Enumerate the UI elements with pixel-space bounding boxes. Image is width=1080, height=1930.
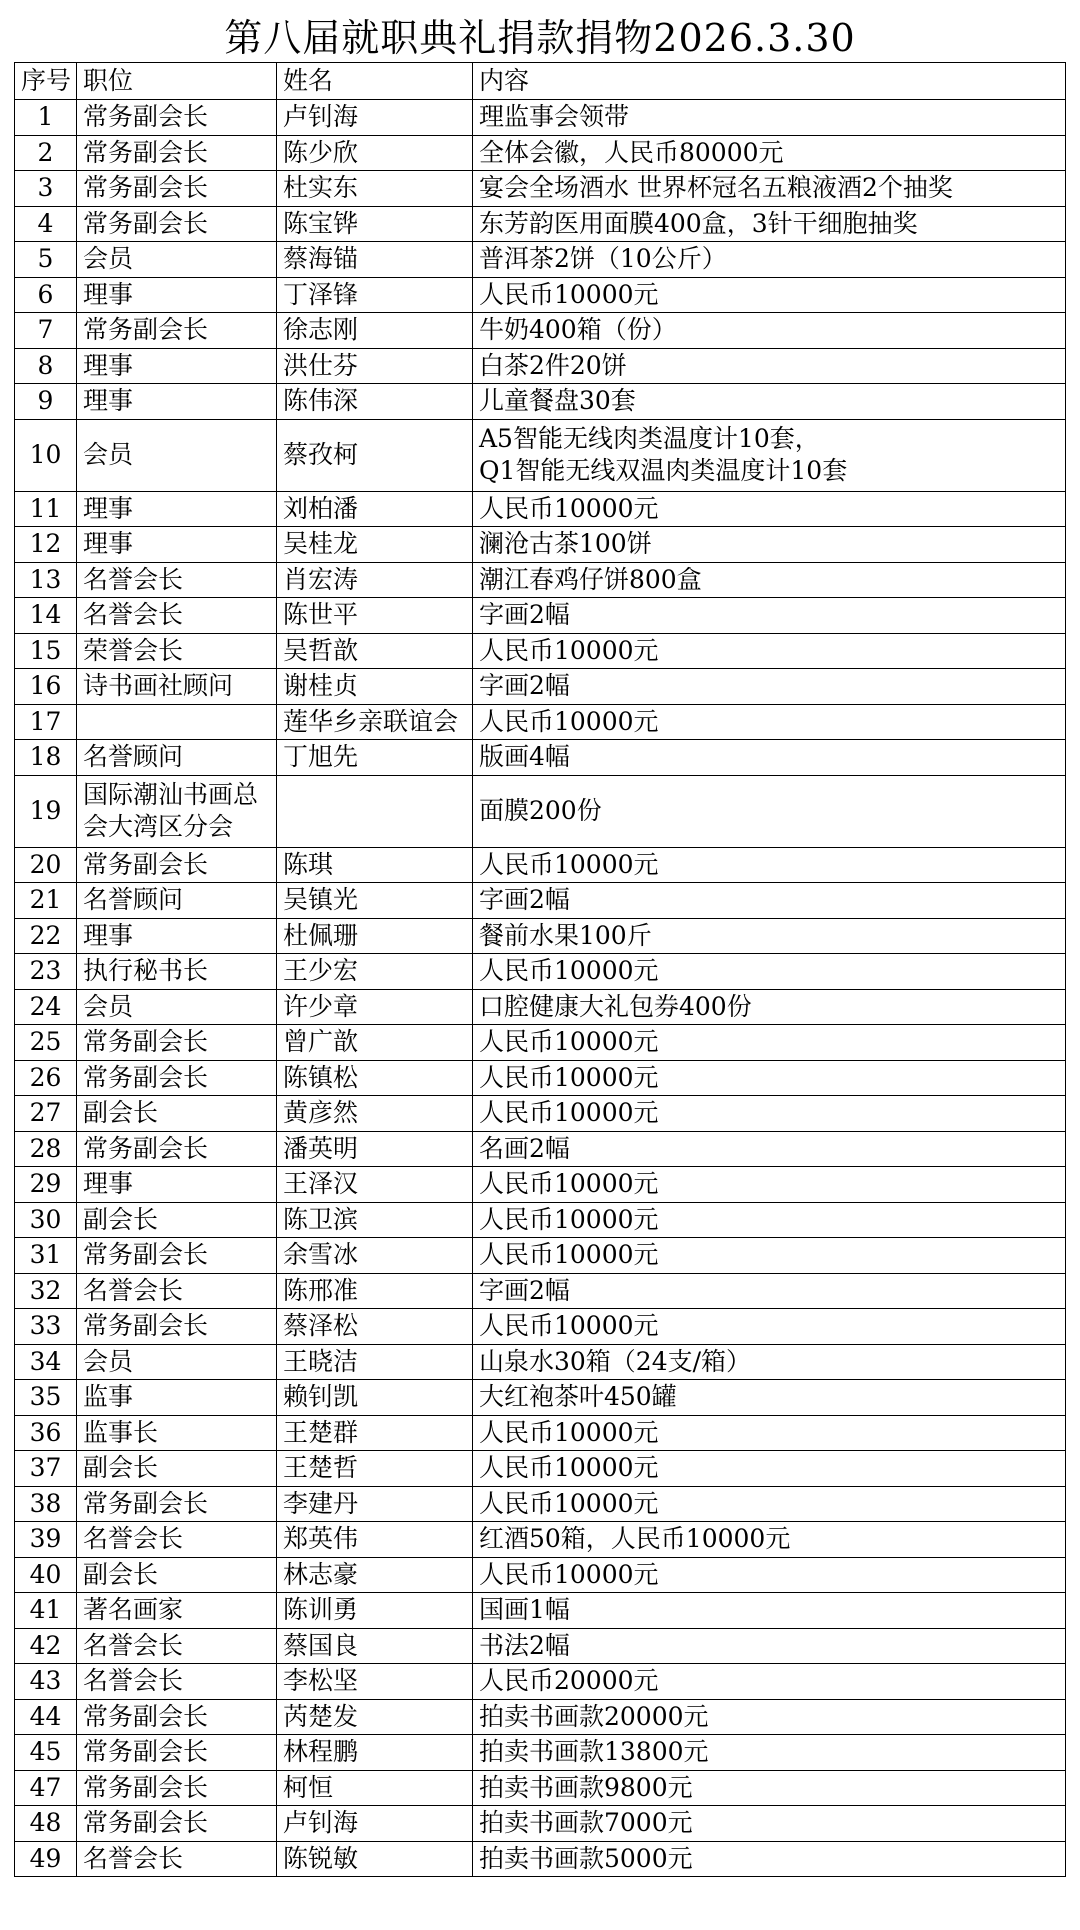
header-row	[15, 63, 1066, 100]
row-number: 23	[15, 954, 77, 990]
row-number: 1	[15, 100, 77, 136]
row-number: 7	[15, 313, 77, 349]
table-row	[15, 1770, 1066, 1806]
row-name: 林程鹏	[277, 1735, 473, 1771]
table-row	[15, 1841, 1066, 1877]
row-content: 人民币10000元	[473, 1060, 1066, 1096]
row-name: 赖钊凯	[277, 1380, 473, 1416]
row-content: 人民币10000元	[473, 1486, 1066, 1522]
row-name: 陈卫滨	[277, 1202, 473, 1238]
table-row	[15, 313, 1066, 349]
row-content: 人民币10000元	[473, 1167, 1066, 1203]
row-position: 常务副会长	[77, 1699, 277, 1735]
row-name: 陈宝铧	[277, 206, 473, 242]
row-content: 大红袍茶叶450罐	[473, 1380, 1066, 1416]
row-content: 人民币10000元	[473, 704, 1066, 740]
row-name: 潘英明	[277, 1131, 473, 1167]
row-number: 42	[15, 1628, 77, 1664]
row-position: 常务副会长	[77, 1770, 277, 1806]
row-name: 陈少欣	[277, 135, 473, 171]
row-position: 副会长	[77, 1202, 277, 1238]
row-content: 字画2幅	[473, 669, 1066, 705]
row-name: 刘柏潘	[277, 491, 473, 527]
row-name: 蔡海锚	[277, 242, 473, 278]
table-row	[15, 918, 1066, 954]
row-position: 会员	[77, 1344, 277, 1380]
table-row	[15, 989, 1066, 1025]
row-content: 人民币10000元	[473, 1202, 1066, 1238]
row-number: 24	[15, 989, 77, 1025]
row-position: 常务副会长	[77, 1735, 277, 1771]
row-number: 37	[15, 1451, 77, 1487]
row-position: 诗书画社顾问	[77, 669, 277, 705]
row-position: 副会长	[77, 1096, 277, 1132]
row-content	[473, 419, 1066, 491]
table-row	[15, 1380, 1066, 1416]
content-line: Q1智能无线双温肉类温度计10套	[479, 456, 848, 485]
table-row	[15, 1060, 1066, 1096]
row-number: 14	[15, 598, 77, 634]
row-name	[277, 775, 473, 847]
row-number: 30	[15, 1202, 77, 1238]
table-row	[15, 1273, 1066, 1309]
table-row	[15, 598, 1066, 634]
row-name: 王楚哲	[277, 1451, 473, 1487]
row-name: 李建丹	[277, 1486, 473, 1522]
row-number: 27	[15, 1096, 77, 1132]
row-position: 常务副会长	[77, 847, 277, 883]
row-name: 林志豪	[277, 1557, 473, 1593]
row-number: 8	[15, 348, 77, 384]
row-position: 理事	[77, 277, 277, 313]
table-row	[15, 1167, 1066, 1203]
row-position: 名誉会长	[77, 1628, 277, 1664]
row-name: 许少章	[277, 989, 473, 1025]
row-position: 监事	[77, 1380, 277, 1416]
donation-table	[14, 62, 1066, 1877]
table-row	[15, 1486, 1066, 1522]
row-position: 著名画家	[77, 1593, 277, 1629]
table-row	[15, 883, 1066, 919]
row-position: 理事	[77, 384, 277, 420]
row-name: 王晓洁	[277, 1344, 473, 1380]
table-row	[15, 491, 1066, 527]
row-position: 会员	[77, 242, 277, 278]
row-number: 9	[15, 384, 77, 420]
row-number: 19	[15, 775, 77, 847]
row-name: 王楚群	[277, 1415, 473, 1451]
row-number: 2	[15, 135, 77, 171]
table-row	[15, 419, 1066, 491]
row-position: 名誉顾问	[77, 883, 277, 919]
row-name: 陈训勇	[277, 1593, 473, 1629]
row-number: 18	[15, 740, 77, 776]
row-name: 柯恒	[277, 1770, 473, 1806]
row-content: 人民币10000元	[473, 1309, 1066, 1345]
header-name: 姓名	[277, 63, 473, 100]
row-position: 常务副会长	[77, 135, 277, 171]
row-number: 12	[15, 527, 77, 563]
row-content: 字画2幅	[473, 598, 1066, 634]
row-content: 潮江春鸡仔饼800盒	[473, 562, 1066, 598]
page-title: 第八届就职典礼捐款捐物2026.3.30	[224, 16, 856, 60]
row-number: 35	[15, 1380, 77, 1416]
row-content: 人民币10000元	[473, 633, 1066, 669]
row-content: 拍卖书画款9800元	[473, 1770, 1066, 1806]
row-content: 人民币10000元	[473, 1096, 1066, 1132]
row-name: 陈世平	[277, 598, 473, 634]
row-position: 常务副会长	[77, 206, 277, 242]
row-content: 人民币10000元	[473, 1415, 1066, 1451]
row-number: 47	[15, 1770, 77, 1806]
row-position: 常务副会长	[77, 1025, 277, 1061]
row-content: 东芳韵医用面膜400盒，3针干细胞抽奖	[473, 206, 1066, 242]
row-content: 拍卖书画款7000元	[473, 1806, 1066, 1842]
row-position: 副会长	[77, 1451, 277, 1487]
table-row	[15, 633, 1066, 669]
row-content: 人民币10000元	[473, 1238, 1066, 1274]
row-number: 43	[15, 1664, 77, 1700]
row-name: 徐志刚	[277, 313, 473, 349]
row-content: 人民币10000元	[473, 1025, 1066, 1061]
table-row	[15, 348, 1066, 384]
row-position: 常务副会长	[77, 1806, 277, 1842]
row-content: 人民币10000元	[473, 1451, 1066, 1487]
table-row	[15, 1131, 1066, 1167]
row-position: 常务副会长	[77, 1060, 277, 1096]
row-number: 10	[15, 419, 77, 491]
table-row	[15, 1806, 1066, 1842]
row-number: 17	[15, 704, 77, 740]
row-position: 理事	[77, 527, 277, 563]
table-row	[15, 527, 1066, 563]
row-number: 33	[15, 1309, 77, 1345]
row-content: 全体会徽，人民币80000元	[473, 135, 1066, 171]
row-content: 书法2幅	[473, 1628, 1066, 1664]
row-content: 餐前水果100斤	[473, 918, 1066, 954]
row-content: 字画2幅	[473, 883, 1066, 919]
table-row	[15, 847, 1066, 883]
table-row	[15, 1628, 1066, 1664]
row-position: 常务副会长	[77, 1486, 277, 1522]
row-number: 45	[15, 1735, 77, 1771]
table-row	[15, 206, 1066, 242]
row-name: 谢桂贞	[277, 669, 473, 705]
row-position: 理事	[77, 348, 277, 384]
row-number: 22	[15, 918, 77, 954]
table-row	[15, 562, 1066, 598]
row-name: 陈锐敏	[277, 1841, 473, 1877]
row-name: 蔡国良	[277, 1628, 473, 1664]
row-number: 4	[15, 206, 77, 242]
row-name: 莲华乡亲联谊会	[277, 704, 473, 740]
row-content: 面膜200份	[473, 775, 1066, 847]
row-content: 人民币10000元	[473, 954, 1066, 990]
row-number: 31	[15, 1238, 77, 1274]
table-row	[15, 1344, 1066, 1380]
row-position: 副会长	[77, 1557, 277, 1593]
row-name: 卢钊海	[277, 1806, 473, 1842]
row-number: 20	[15, 847, 77, 883]
row-content: 山泉水30箱（24支/箱）	[473, 1344, 1066, 1380]
row-number: 32	[15, 1273, 77, 1309]
row-position: 名誉顾问	[77, 740, 277, 776]
row-content: 国画1幅	[473, 1593, 1066, 1629]
row-name: 郑英伟	[277, 1522, 473, 1558]
header-no: 序号	[15, 63, 77, 100]
row-position: 会员	[77, 989, 277, 1025]
row-name: 洪仕芬	[277, 348, 473, 384]
table-row	[15, 100, 1066, 136]
row-name: 吴哲歆	[277, 633, 473, 669]
table-row	[15, 384, 1066, 420]
table-row	[15, 1593, 1066, 1629]
row-name: 杜实东	[277, 171, 473, 207]
table-row	[15, 1096, 1066, 1132]
row-name: 李松坚	[277, 1664, 473, 1700]
row-name: 肖宏涛	[277, 562, 473, 598]
row-name: 吴镇光	[277, 883, 473, 919]
row-position: 理事	[77, 1167, 277, 1203]
row-name: 陈琪	[277, 847, 473, 883]
row-number: 29	[15, 1167, 77, 1203]
row-position	[77, 704, 277, 740]
row-name: 陈镇松	[277, 1060, 473, 1096]
table-row	[15, 1699, 1066, 1735]
row-number: 39	[15, 1522, 77, 1558]
position-line: 国际潮汕书画总	[83, 780, 259, 809]
row-name: 丁旭先	[277, 740, 473, 776]
row-number: 21	[15, 883, 77, 919]
table-row	[15, 1025, 1066, 1061]
row-number: 15	[15, 633, 77, 669]
row-number: 16	[15, 669, 77, 705]
row-name: 蔡泽松	[277, 1309, 473, 1345]
row-position: 名誉会长	[77, 598, 277, 634]
row-position: 常务副会长	[77, 313, 277, 349]
row-content: 版画4幅	[473, 740, 1066, 776]
row-position: 理事	[77, 918, 277, 954]
row-content: 人民币10000元	[473, 491, 1066, 527]
row-content: 牛奶400箱（份）	[473, 313, 1066, 349]
row-name: 杜佩珊	[277, 918, 473, 954]
row-position: 会员	[77, 419, 277, 491]
row-position: 名誉会长	[77, 562, 277, 598]
row-content: 普洱茶2饼（10公斤）	[473, 242, 1066, 278]
row-position: 理事	[77, 491, 277, 527]
row-name: 丁泽锋	[277, 277, 473, 313]
row-name: 曾广歆	[277, 1025, 473, 1061]
row-content: 拍卖书画款5000元	[473, 1841, 1066, 1877]
table-row	[15, 135, 1066, 171]
row-name: 余雪冰	[277, 1238, 473, 1274]
row-position: 监事长	[77, 1415, 277, 1451]
row-number: 6	[15, 277, 77, 313]
row-number: 25	[15, 1025, 77, 1061]
row-content: 字画2幅	[473, 1273, 1066, 1309]
row-content: 口腔健康大礼包券400份	[473, 989, 1066, 1025]
row-content: 宴会全场酒水 世界杯冠名五粮液酒2个抽奖	[473, 171, 1066, 207]
table-row	[15, 1557, 1066, 1593]
table-row	[15, 1415, 1066, 1451]
row-content: 白茶2件20饼	[473, 348, 1066, 384]
table-row	[15, 954, 1066, 990]
table-row	[15, 1522, 1066, 1558]
row-position: 常务副会长	[77, 1309, 277, 1345]
row-number: 26	[15, 1060, 77, 1096]
row-number: 11	[15, 491, 77, 527]
table-row	[15, 740, 1066, 776]
row-position: 常务副会长	[77, 1238, 277, 1274]
table-row	[15, 277, 1066, 313]
row-position: 荣誉会长	[77, 633, 277, 669]
row-name: 吴桂龙	[277, 527, 473, 563]
table-row	[15, 1202, 1066, 1238]
row-number: 44	[15, 1699, 77, 1735]
row-position: 名誉会长	[77, 1522, 277, 1558]
row-content: 澜沧古茶100饼	[473, 527, 1066, 563]
row-name: 蔡孜柯	[277, 419, 473, 491]
row-number: 5	[15, 242, 77, 278]
row-number: 3	[15, 171, 77, 207]
row-number: 40	[15, 1557, 77, 1593]
row-position: 常务副会长	[77, 1131, 277, 1167]
table-row	[15, 1309, 1066, 1345]
row-name: 陈邢准	[277, 1273, 473, 1309]
row-number: 28	[15, 1131, 77, 1167]
row-number: 38	[15, 1486, 77, 1522]
table-row	[15, 775, 1066, 847]
row-name: 黄彦然	[277, 1096, 473, 1132]
table-row	[15, 1664, 1066, 1700]
row-content: 人民币10000元	[473, 847, 1066, 883]
table-row	[15, 242, 1066, 278]
row-position: 常务副会长	[77, 171, 277, 207]
table-body	[15, 100, 1066, 1877]
row-content: 名画2幅	[473, 1131, 1066, 1167]
row-position: 名誉会长	[77, 1841, 277, 1877]
table-row	[15, 669, 1066, 705]
row-name: 陈伟深	[277, 384, 473, 420]
row-content: 拍卖书画款20000元	[473, 1699, 1066, 1735]
header-position: 职位	[77, 63, 277, 100]
row-content: 拍卖书画款13800元	[473, 1735, 1066, 1771]
row-number: 41	[15, 1593, 77, 1629]
row-content: 儿童餐盘30套	[473, 384, 1066, 420]
row-content: 人民币20000元	[473, 1664, 1066, 1700]
row-content: 红酒50箱，人民币10000元	[473, 1522, 1066, 1558]
row-number: 34	[15, 1344, 77, 1380]
table-row	[15, 704, 1066, 740]
row-position	[77, 775, 277, 847]
row-number: 36	[15, 1415, 77, 1451]
table-row	[15, 1451, 1066, 1487]
row-content: 人民币10000元	[473, 1557, 1066, 1593]
header-content: 内容	[473, 63, 1066, 100]
table-row	[15, 1735, 1066, 1771]
position-line: 会大湾区分会	[83, 812, 234, 841]
table-row	[15, 1238, 1066, 1274]
table-row	[15, 171, 1066, 207]
row-name: 卢钊海	[277, 100, 473, 136]
row-number: 49	[15, 1841, 77, 1877]
row-position: 执行秘书长	[77, 954, 277, 990]
row-position: 名誉会长	[77, 1664, 277, 1700]
row-number: 13	[15, 562, 77, 598]
row-number: 48	[15, 1806, 77, 1842]
content-line: A5智能无线肉类温度计10套，	[479, 424, 820, 453]
row-position: 名誉会长	[77, 1273, 277, 1309]
row-content: 理监事会领带	[473, 100, 1066, 136]
row-content: 人民币10000元	[473, 277, 1066, 313]
row-name: 芮楚发	[277, 1699, 473, 1735]
row-position: 常务副会长	[77, 100, 277, 136]
row-name: 王少宏	[277, 954, 473, 990]
row-name: 王泽汉	[277, 1167, 473, 1203]
